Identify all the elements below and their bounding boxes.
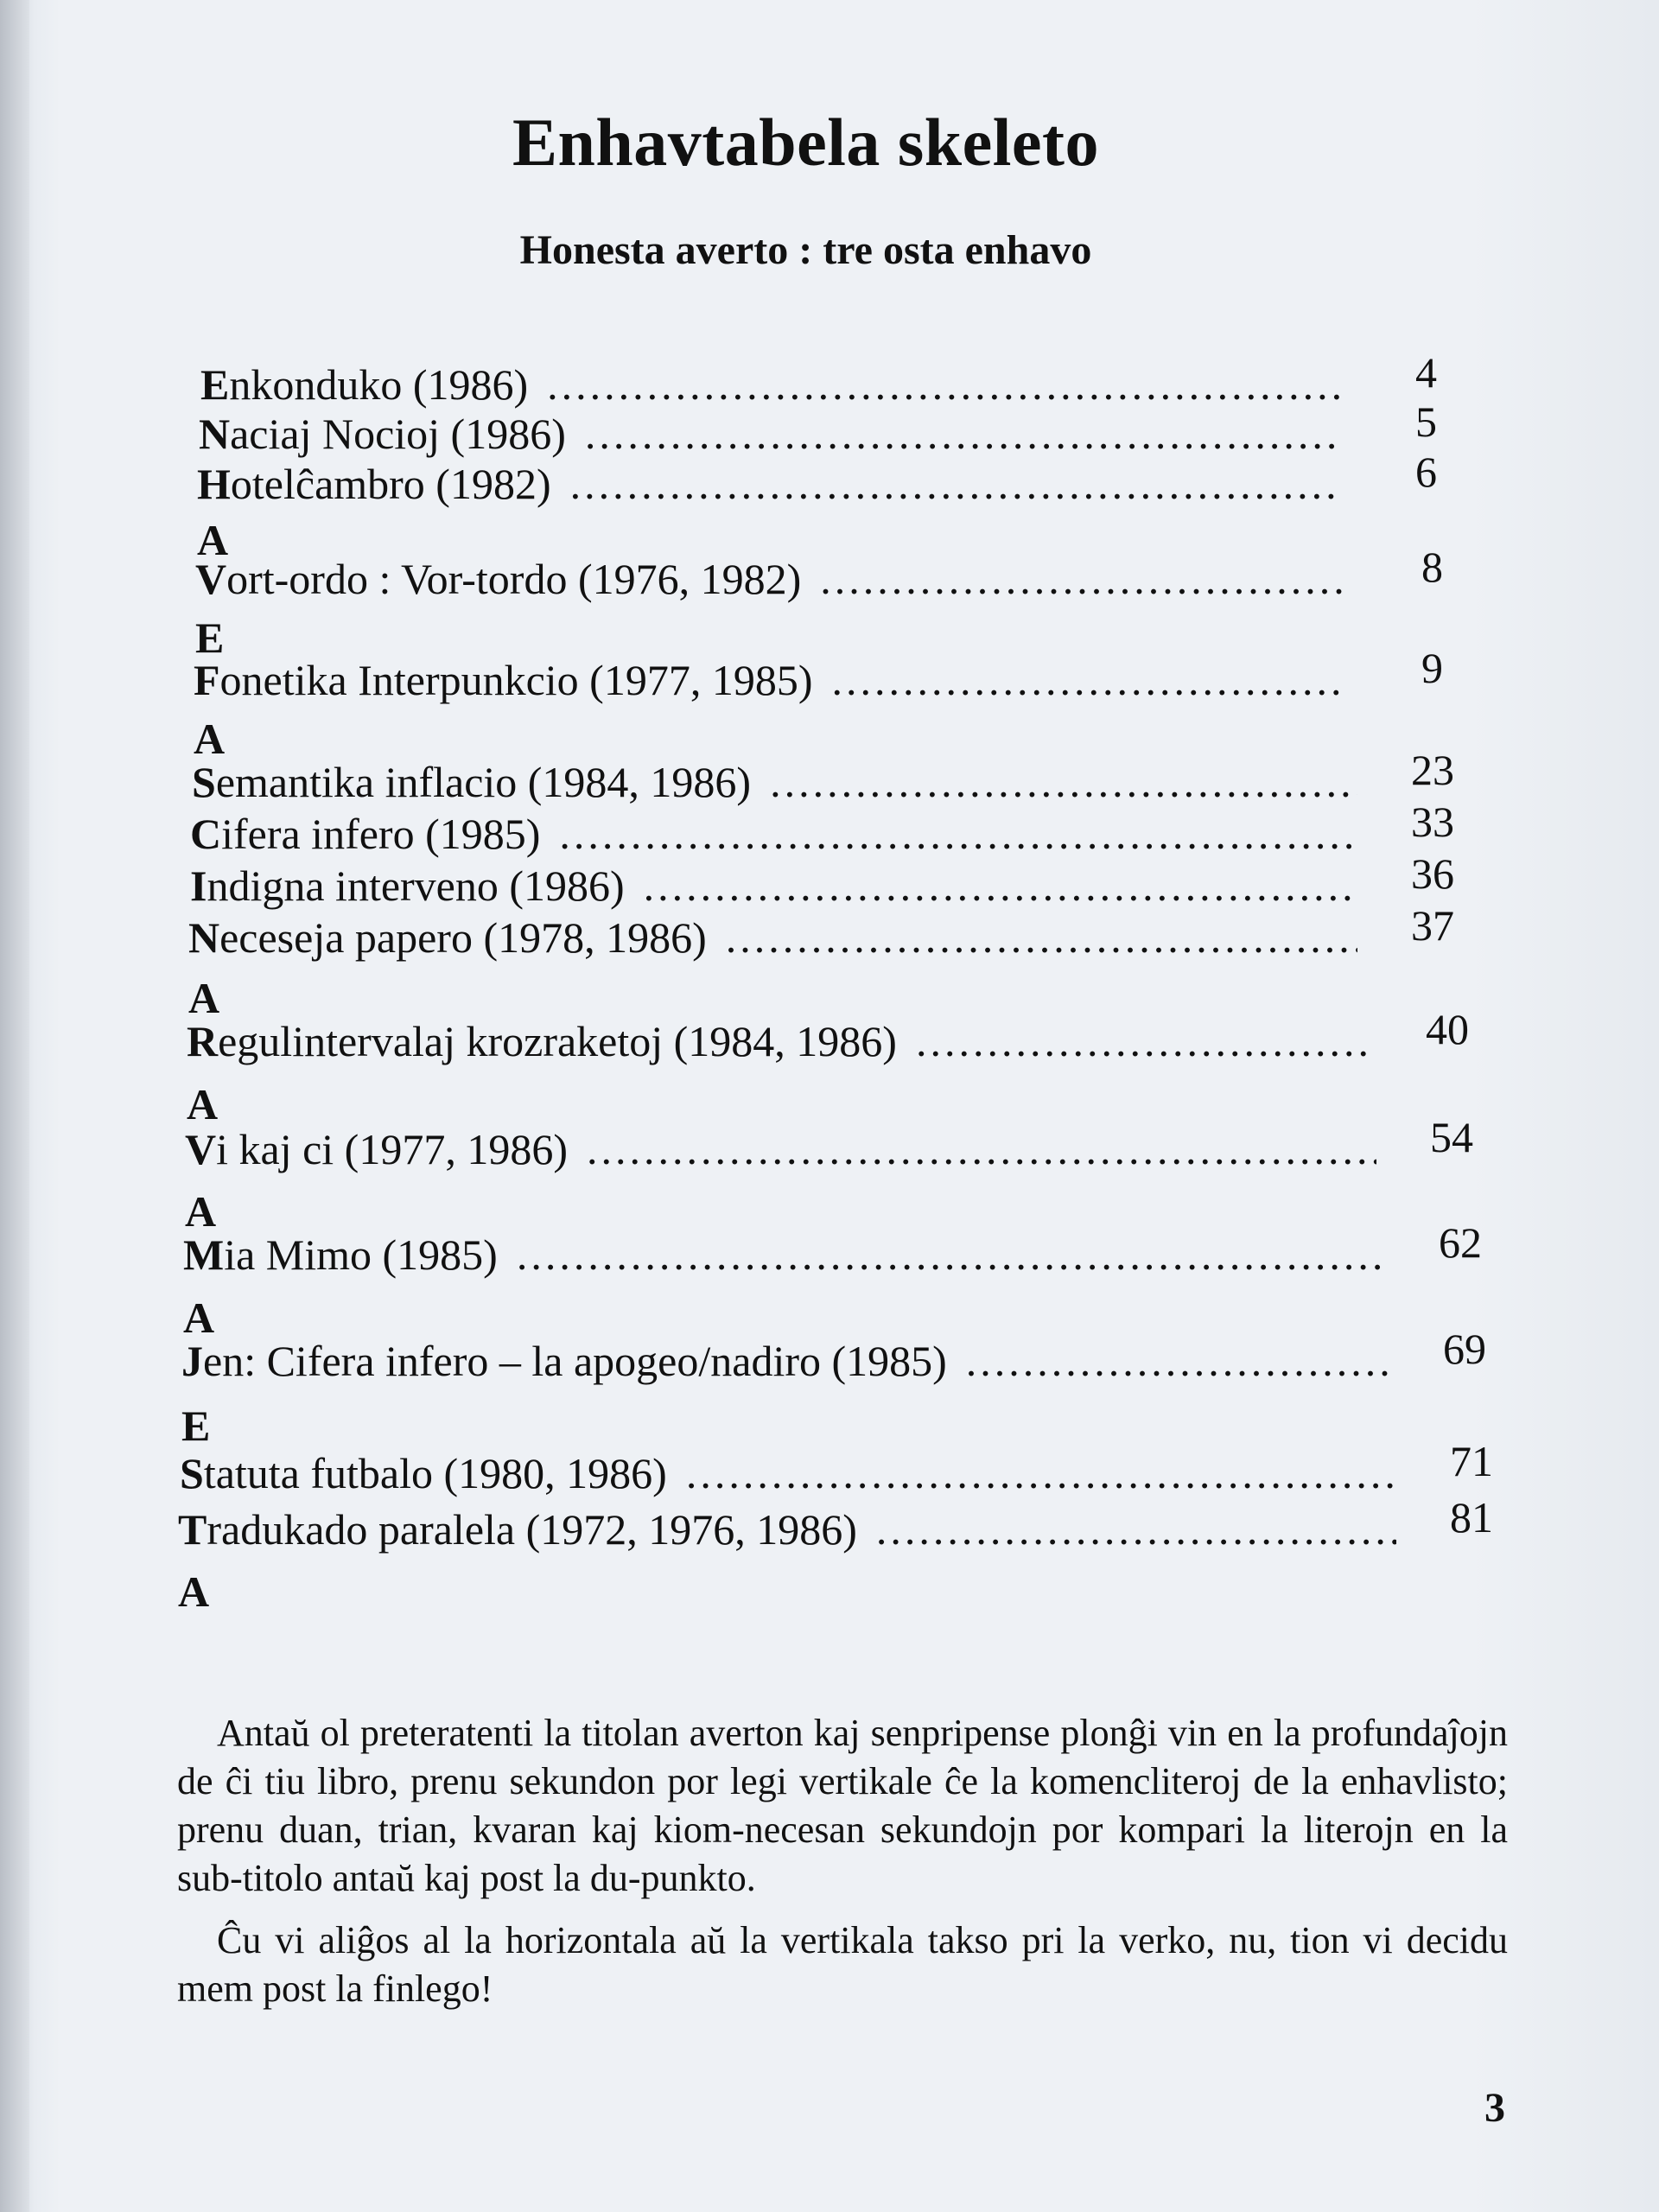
toc-entry-title xyxy=(195,553,801,605)
toc-entry-title xyxy=(180,1447,667,1499)
toc-entry xyxy=(190,849,1454,912)
toc-entry-initial: C xyxy=(190,810,222,858)
toc-entry-text: en: Cifera infero – la apogeo/nadiro (1985) xyxy=(203,1337,947,1385)
toc-leader-dots xyxy=(916,1015,1372,1067)
toc-entry-title xyxy=(178,1503,857,1555)
toc-entry-title xyxy=(190,860,625,912)
toc-entry-text: egulintervalaj krozraketoj (1984, 1986) xyxy=(218,1017,897,1065)
toc-entry xyxy=(188,901,1454,963)
toc-entry xyxy=(180,1437,1493,1499)
toc-entry xyxy=(199,397,1437,460)
toc-entry-title xyxy=(185,1123,568,1175)
toc-entry-title xyxy=(194,654,812,706)
toc-entry-initial: V xyxy=(195,555,227,603)
toc-entry-page: 8 xyxy=(1421,543,1443,591)
toc-entry-title xyxy=(200,359,528,410)
toc-entry-title xyxy=(192,756,751,808)
toc-entry-page: 23 xyxy=(1411,746,1454,794)
toc-entry xyxy=(200,348,1437,410)
toc-entry-title xyxy=(183,1229,498,1281)
toc-entry-title xyxy=(181,1335,947,1387)
toc-entry xyxy=(187,1005,1469,1067)
toc-leader-dots xyxy=(770,756,1357,808)
toc-entry-text: aciaj Nocioj (1986) xyxy=(230,410,566,458)
toc-entry-initial: F xyxy=(194,656,220,704)
toc-entry-page: 9 xyxy=(1421,644,1443,692)
toc-separator-letter: A xyxy=(188,974,220,1022)
toc-leader-dots xyxy=(587,1123,1376,1175)
toc-entry-text: ndigna interveno (1986) xyxy=(207,861,625,910)
page-subtitle: Honesta averto : tre osta enhavo xyxy=(519,227,1092,273)
toc-entry-page: 5 xyxy=(1415,397,1437,446)
toc-entry-text: onetika Interpunkcio (1977, 1985) xyxy=(219,656,813,704)
toc-entry-initial: M xyxy=(183,1230,225,1279)
toc-entry-text: tatuta futbalo (1980, 1986) xyxy=(203,1449,667,1497)
toc-entry-initial: S xyxy=(180,1449,204,1497)
toc-entry-text: radukado paralela (1972, 1976, 1986) xyxy=(207,1505,857,1554)
toc-entry-initial: J xyxy=(181,1337,203,1385)
toc-entry-title xyxy=(187,1015,897,1067)
toc-entry-text: ia Mimo (1985) xyxy=(224,1230,498,1279)
toc-entry-initial: H xyxy=(197,460,231,508)
toc-entry xyxy=(194,644,1443,706)
page-title: Enhavtabela skeleto xyxy=(512,105,1100,180)
toc-entry-initial: E xyxy=(200,360,230,409)
toc-entry-text: i kaj ci (1977, 1986) xyxy=(216,1125,568,1173)
toc-entry-text: ort-ordo : Vor-tordo (1976, 1982) xyxy=(226,555,802,603)
toc-separator-letter: A xyxy=(185,1187,217,1236)
toc-separator-letter: E xyxy=(181,1402,211,1450)
toc-entry-initial: N xyxy=(188,913,220,962)
toc-entry-text: otelĉambro (1982) xyxy=(230,460,551,508)
toc-entry-page: 54 xyxy=(1430,1113,1473,1161)
toc-entry-page: 62 xyxy=(1439,1218,1482,1267)
toc-separator-letter: A xyxy=(178,1567,210,1616)
toc-entry-title xyxy=(188,912,707,963)
toc-entry-title xyxy=(199,408,566,460)
toc-leader-dots xyxy=(547,359,1340,410)
toc-entry-page: 71 xyxy=(1450,1437,1493,1485)
toc-entry xyxy=(197,448,1437,510)
toc-entry-page: 37 xyxy=(1411,901,1454,950)
toc-entry-initial: V xyxy=(185,1125,217,1173)
toc-entry xyxy=(195,543,1443,605)
toc-entry xyxy=(178,1493,1493,1555)
toc-separator-letter: A xyxy=(187,1080,219,1128)
toc-entry-initial: R xyxy=(187,1017,219,1065)
toc-entry xyxy=(192,746,1454,808)
toc-separator-letter: A xyxy=(194,715,226,763)
toc-leader-dots xyxy=(876,1503,1396,1555)
toc-entry-initial: I xyxy=(190,861,207,910)
toc-separator-letter: E xyxy=(195,613,225,662)
intro-paragraph-1: Antaŭ ol preteratenti la titolan averton kaj senpripense plonĝi vin en la profundaĵojn de ĉi tiu libro, prenu sekundon por legi vertikale ĉe la komencliteroj de la enhavlisto; prenu duan, trian, kvaran kaj kiom-necesan sekundojn por kompari la literojn en la sub-titolo antaŭ kaj post la du-punkto. xyxy=(177,1712,1508,1899)
toc-leader-dots xyxy=(686,1447,1396,1499)
toc-entry-title xyxy=(190,808,540,860)
toc-entry-initial: T xyxy=(178,1505,207,1554)
toc-leader-dots xyxy=(517,1229,1385,1281)
toc-leader-dots xyxy=(820,553,1346,605)
toc-entry-page: 33 xyxy=(1411,798,1454,846)
toc-entry xyxy=(183,1218,1482,1281)
page-number: 3 xyxy=(1484,2085,1505,2131)
toc-leader-dots xyxy=(585,408,1340,460)
intro-paragraph-2: Ĉu vi aliĝos al la horizontala aŭ la vertikala takso pri la verko, nu, tion vi decidu mem post la finlego! xyxy=(177,1919,1508,2010)
toc-leader-dots xyxy=(644,860,1357,912)
toc-entry-page: 40 xyxy=(1426,1005,1469,1053)
toc-leader-dots xyxy=(559,808,1357,860)
toc-entry-text: nkonduko (1986) xyxy=(229,360,529,409)
toc-separator-letter: A xyxy=(197,516,229,564)
toc-entry xyxy=(190,798,1454,860)
toc-entry-page: 69 xyxy=(1443,1325,1486,1373)
toc-leader-dots xyxy=(570,458,1340,510)
toc-leader-dots xyxy=(966,1335,1389,1387)
toc-entry-page: 4 xyxy=(1415,348,1437,397)
toc-entry-page: 6 xyxy=(1415,448,1437,496)
toc-entry-text: ifera infero (1985) xyxy=(221,810,541,858)
toc-entry-title xyxy=(197,458,551,510)
toc-entry xyxy=(181,1325,1486,1387)
toc-leader-dots xyxy=(726,912,1357,963)
toc-entry-text: eceseja papero (1978, 1986) xyxy=(219,913,707,962)
toc-separator-letter: A xyxy=(183,1294,215,1342)
toc-entry-initial: N xyxy=(199,410,231,458)
toc-entry-page: 81 xyxy=(1450,1493,1493,1541)
toc-entry-text: emantika inflacio (1984, 1986) xyxy=(215,758,752,806)
toc-entry xyxy=(185,1113,1473,1175)
toc-leader-dots xyxy=(831,654,1346,706)
toc-entry-page: 36 xyxy=(1411,849,1454,898)
toc-entry-initial: S xyxy=(192,758,216,806)
